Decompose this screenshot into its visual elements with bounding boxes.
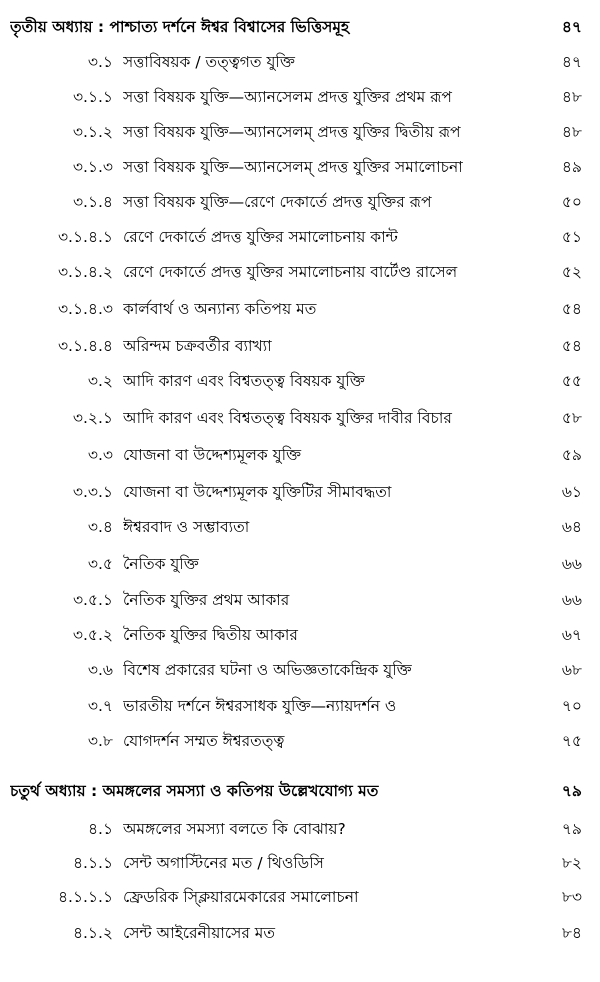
section-title: রেণে দেকার্তে প্রদত্ত যুক্তির সমালোচনায় বার্টেণ্ড রাসেল <box>123 263 458 281</box>
section-number: ৩.১.১ <box>72 88 113 106</box>
section-title: ফ্রেডরিক স্ক্লিয়ারমেকারের সমালোচনা <box>123 888 359 906</box>
page-number: ৬৬ <box>561 591 582 609</box>
section-number: ৩.৮ <box>87 732 113 750</box>
section-title: সেন্ট অগাস্টিনের মত / থিওডিসি <box>123 854 324 872</box>
section-title: সত্তা বিষয়ক যুক্তি—অ্যানসেলম্ প্রদত্ত যুক্তির দ্বিতীয় রূপ <box>123 123 461 141</box>
toc-entry <box>0 257 600 287</box>
page-number: ৫৯ <box>561 446 582 464</box>
section-title: সত্তাবিষয়ক / তত্ত্বগত যুক্তি <box>123 53 295 71</box>
page-number: ৬৬ <box>561 555 582 573</box>
chapter-heading <box>0 776 600 806</box>
section-title: আদি কারণ এবং বিশ্বতত্ত্ব বিষয়ক যুক্তি <box>123 372 365 390</box>
toc-entry <box>0 82 600 112</box>
toc-entry <box>0 918 600 948</box>
section-number: ৩.২.১ <box>72 409 113 427</box>
section-title: নৈতিক যুক্তির দ্বিতীয় আকার <box>123 626 298 644</box>
toc-entry <box>0 403 600 433</box>
section-title: সত্তা বিষয়ক যুক্তি—রেণে দেকার্তে প্রদত্ত যুক্তির রূপ <box>123 193 432 211</box>
section-title: নৈতিক যুক্তি <box>123 555 199 573</box>
page-number: ৫৫ <box>561 372 582 390</box>
section-title: যোগদর্শন সম্মত ঈশ্বরতত্ত্ব <box>123 732 285 750</box>
page-number: ৬৪ <box>561 518 582 536</box>
section-number: ৩.১.৪.২ <box>57 263 113 281</box>
page-number: ৮৩ <box>561 888 582 906</box>
page-number: ৪৮ <box>561 88 582 106</box>
page-number: ৫৮ <box>561 409 582 427</box>
toc-entry <box>0 152 600 182</box>
page-number: ৬৮ <box>561 661 582 679</box>
section-number: ৪.১.১.১ <box>57 888 113 906</box>
toc-entry <box>0 512 600 542</box>
section-title: যোজনা বা উদ্দেশ্যমূলক যুক্তিটির সীমাবদ্ধতা <box>123 483 392 501</box>
section-number: ৩.৩ <box>87 446 113 464</box>
section-title: সেন্ট আইরেনীয়াসের মত <box>123 924 276 942</box>
toc-entry <box>0 726 600 756</box>
section-title: সত্তা বিষয়ক যুক্তি—অ্যানসেলম্ প্রদত্ত যুক্তির সমালোচনা <box>123 158 463 176</box>
section-number: ৩.১.৪ <box>72 193 113 211</box>
section-title: ভারতীয় দর্শনে ঈশ্বরসাধক যুক্তি—ন্যায়দর্শন ও <box>123 697 397 715</box>
page-number: ৮৪ <box>561 924 582 942</box>
section-number: ৩.৪ <box>87 518 113 536</box>
section-title: বিশেষ প্রকারের ঘটনা ও অভিজ্ঞতাকেন্দ্রিক যুক্তি <box>123 661 412 679</box>
chapter-title: চতুর্থ অধ্যায় : অমঙ্গলের সমস্যা ও কতিপয় উল্লেখযোগ্য মত <box>10 782 379 800</box>
section-number: ৩.২ <box>87 372 113 390</box>
toc-entry <box>0 366 600 396</box>
section-number: ৩.১.৪.৪ <box>57 337 113 355</box>
page-number: ৪৯ <box>561 158 582 176</box>
page-number: ৬১ <box>561 483 582 501</box>
section-number: ৩.৫.২ <box>72 626 113 644</box>
section-title: অমঙ্গলের সমস্যা বলতে কি বোঝায়? <box>123 820 346 838</box>
section-title: যোজনা বা উদ্দেশ্যমূলক যুক্তি <box>123 446 302 464</box>
toc-entry <box>0 294 600 324</box>
toc-entry <box>0 549 600 579</box>
section-number: ৩.১.৩ <box>72 158 113 176</box>
page-number: ৭৫ <box>561 732 582 750</box>
section-title: ঈশ্বরবাদ ও সম্ভাব্যতা <box>123 518 250 536</box>
page-number: ৫০ <box>561 193 582 211</box>
section-number: ৩.৬ <box>87 661 113 679</box>
toc-entry <box>0 117 600 147</box>
section-number: ৪.১.২ <box>72 924 113 942</box>
section-number: ৩.৩.১ <box>72 483 113 501</box>
page-number: ৪৭ <box>561 53 582 71</box>
page-number: ৫৪ <box>561 300 582 318</box>
toc-entry <box>0 440 600 470</box>
section-number: ৩.৫.১ <box>72 591 113 609</box>
toc-entry <box>0 655 600 685</box>
page-number: ৮২ <box>561 854 582 872</box>
section-number: ৩.১.৪.৩ <box>57 300 113 318</box>
page-number: ৪৭ <box>561 18 582 36</box>
section-title: কার্লবার্থ ও অন্যান্য কতিপয় মত <box>123 300 317 318</box>
chapter-title: তৃতীয় অধ্যায় : পাশ্চাত্য দর্শনে ঈশ্বর বিশ্বাসের ভিত্তিসমূহ <box>10 18 350 36</box>
toc-entry <box>0 691 600 721</box>
toc-entry <box>0 47 600 77</box>
page-number: ৭৯ <box>561 820 582 838</box>
toc-entry <box>0 620 600 650</box>
section-title: রেণে দেকার্তে প্রদত্ত যুক্তির সমালোচনায় কান্ট <box>123 228 398 246</box>
toc-entry <box>0 848 600 878</box>
toc-entry <box>0 882 600 912</box>
section-number: ৩.৫ <box>87 555 113 573</box>
page-number: ৫১ <box>561 228 582 246</box>
section-number: ৪.১ <box>87 820 113 838</box>
page-number: ৬৭ <box>561 626 582 644</box>
page-number: ৭০ <box>561 697 582 715</box>
section-number: ৪.১.১ <box>72 854 113 872</box>
section-title: অরিন্দম চক্রবর্তীর ব্যাখ্যা <box>123 337 272 355</box>
page-number: ৫২ <box>561 263 582 281</box>
section-title: সত্তা বিষয়ক যুক্তি—অ্যানসেলম প্রদত্ত যুক্তির প্রথম রূপ <box>123 88 452 106</box>
section-number: ৩.১ <box>87 53 113 71</box>
toc-entry <box>0 585 600 615</box>
toc-entry <box>0 222 600 252</box>
section-title: নৈতিক যুক্তির প্রথম আকার <box>123 591 290 609</box>
toc-entry <box>0 814 600 844</box>
section-number: ৩.৭ <box>87 697 113 715</box>
page-number: ৫৪ <box>561 337 582 355</box>
chapter-heading <box>0 12 600 42</box>
toc-entry <box>0 331 600 361</box>
section-number: ৩.১.৪.১ <box>57 228 113 246</box>
toc-entry <box>0 187 600 217</box>
toc-entry <box>0 477 600 507</box>
page-number: ৪৮ <box>561 123 582 141</box>
section-number: ৩.১.২ <box>72 123 113 141</box>
section-title: আদি কারণ এবং বিশ্বতত্ত্ব বিষয়ক যুক্তির দাবীর বিচার <box>123 409 452 427</box>
page-number: ৭৯ <box>561 782 582 800</box>
